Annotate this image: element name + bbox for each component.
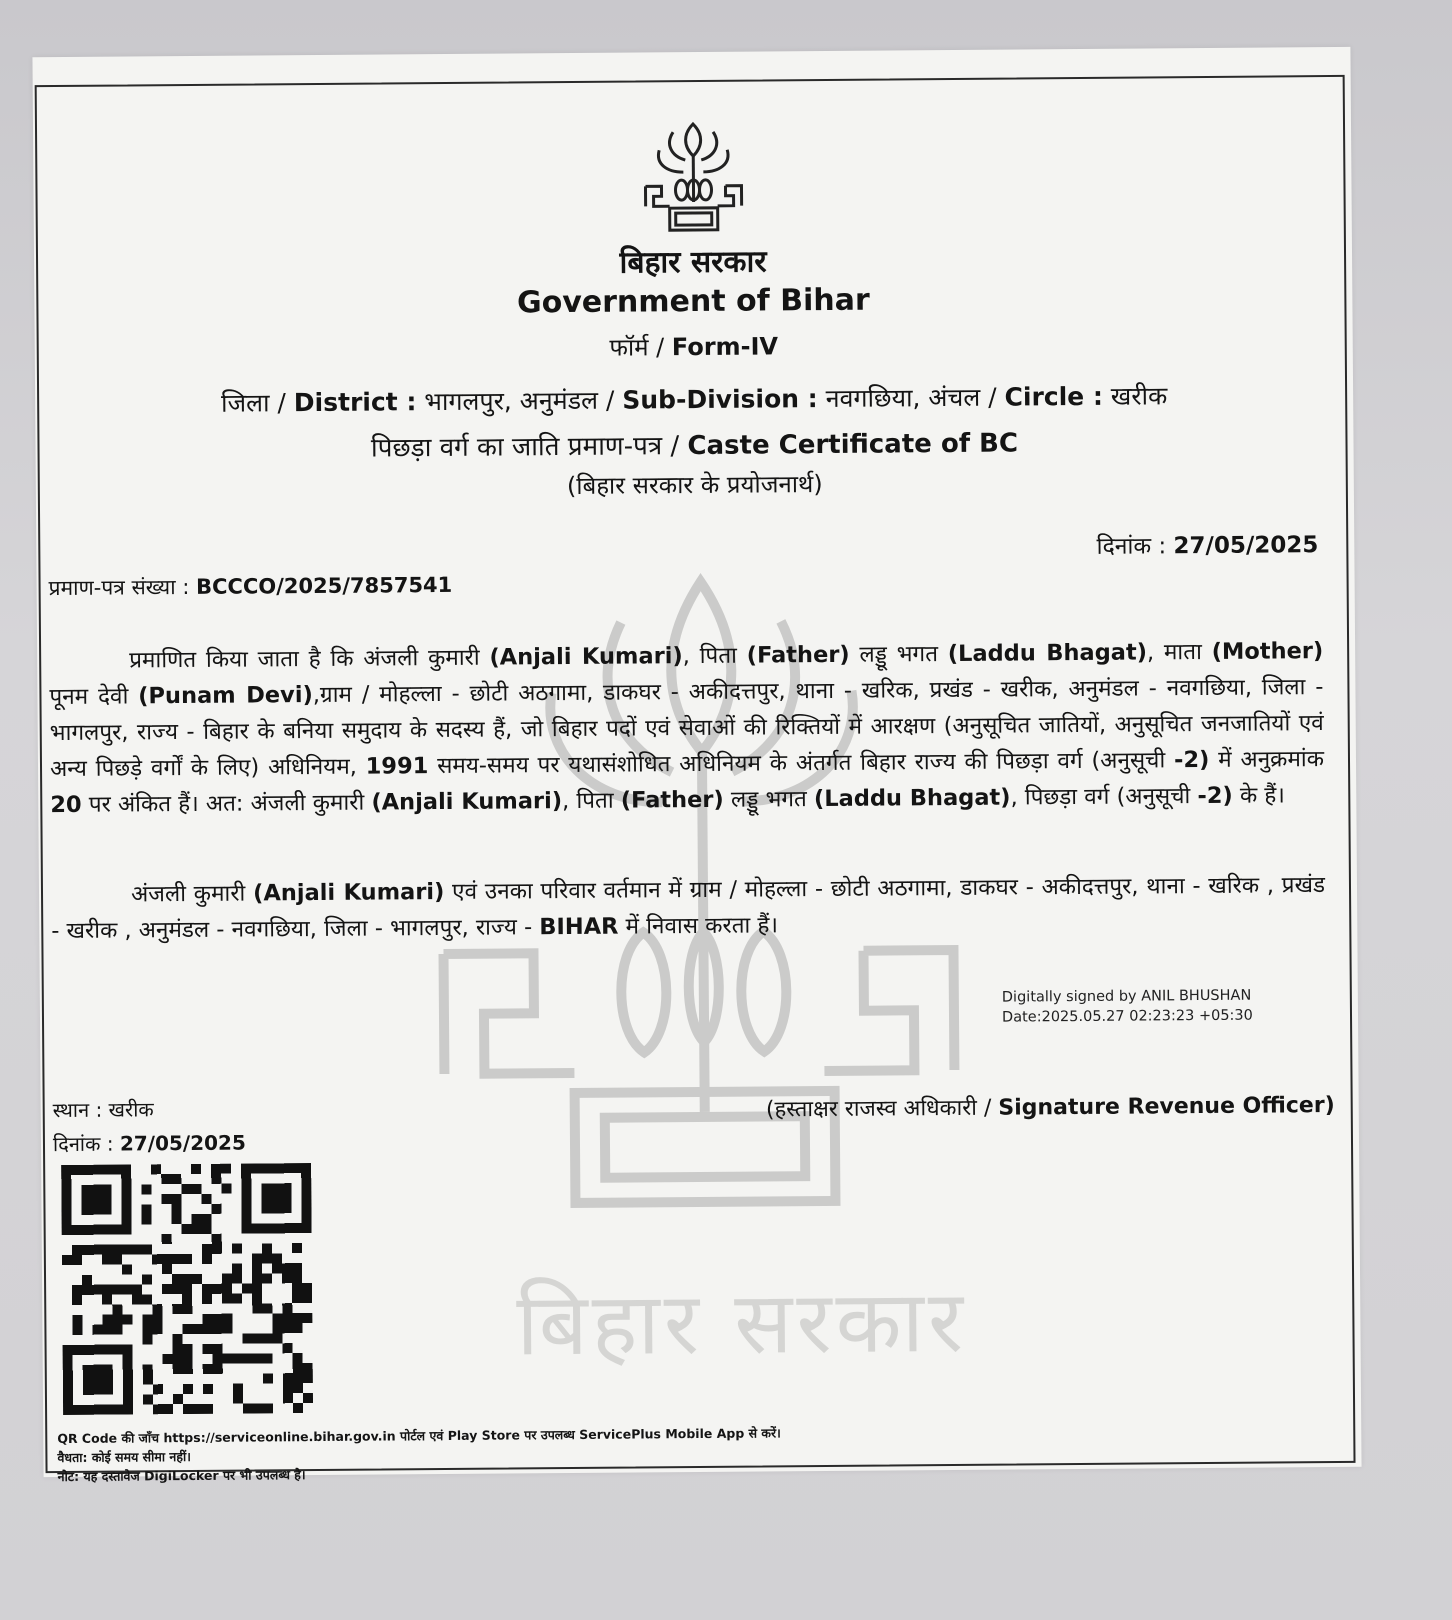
digisig-line2: Date:2025.05.27 02:23:23 +05:30 (1001, 1007, 1253, 1026)
footer-date-label: दिनांक : (52, 1131, 114, 1157)
certificate-border (35, 75, 1356, 1485)
subdivision-value: नवगछिया, अंचल / (825, 382, 997, 413)
act-year: 1991 (365, 753, 429, 780)
mother-en: (Punam Devi) (138, 682, 313, 710)
schedule-2: -2) (1197, 782, 1233, 810)
signature-en: Signature Revenue Officer) (998, 1093, 1335, 1121)
p2-a: अंजली कुमारी (130, 880, 246, 908)
district-value: भागलपुर, अनुमंडल / (424, 385, 615, 417)
govt-title-hindi: बिहार सरकार (619, 244, 767, 281)
name-en: (Anjali Kumari) (489, 643, 683, 671)
note-qr-verify: QR Code की जाँच https://serviceonline.bihar.gov.in पोर्टल एवं Play Store पर उपलब्ध ServicePlus Mobile App से करें। (57, 1425, 781, 1447)
certificate-sheet (32, 47, 1361, 1485)
p1-f: में अनुक्रमांक (1218, 746, 1325, 773)
place-label: स्थान : (52, 1097, 103, 1123)
cert-title-hi: पिछड़ा वर्ग का जाति प्रमाण-पत्र / (370, 431, 680, 464)
father-hi-2: लड्डू भगत (730, 786, 807, 813)
p2-c: में निवास करता हैं। (625, 912, 779, 940)
mother-hi: पूनम देवी (49, 683, 129, 711)
cert-title-en: Caste Certificate of BC (687, 428, 1019, 462)
signature-label (766, 1089, 1335, 1123)
serial-number: 20 (50, 791, 82, 819)
p1-g: पर अंकित हैं। अत: अंजली कुमारी (88, 789, 365, 818)
govt-title-english: Government of Bihar (516, 282, 870, 321)
digital-signature (1002, 986, 1253, 1028)
schedule: -2) (1173, 746, 1210, 774)
mother-label: (Mother) (1211, 638, 1324, 665)
district-line (39, 377, 1349, 421)
p1-h: , पिता (561, 787, 614, 815)
p1-j: के हैं। (1239, 782, 1285, 809)
form-hindi: फॉर्म / (609, 333, 665, 362)
father-en-2: (Laddu Bhagat) (813, 784, 1011, 813)
issue-date (1096, 527, 1318, 561)
district-label-en: District : (293, 387, 417, 418)
father-label: (Father) (746, 641, 850, 669)
father-hi: लड्डू भगत (859, 641, 939, 668)
circle-label: Circle : (1004, 381, 1104, 412)
certificate-body-paragraph-1 (49, 633, 1324, 823)
issue-date-value: 27/05/2025 (1173, 532, 1319, 560)
qr-code-icon (61, 1163, 313, 1415)
purpose-line: (बिहार सरकार के प्रयोजनार्थ) (566, 470, 823, 501)
name-en-3: (Anjali Kumari) (253, 878, 445, 907)
form-title (39, 325, 1349, 368)
issue-date-label: दिनांक : (1096, 533, 1167, 560)
note-digilocker: नोट: यह दस्तावेज DigiLocker पर भी उपलब्ध है। (57, 1467, 306, 1485)
certificate-number (49, 571, 453, 602)
footer-date-value: 27/05/2025 (119, 1130, 246, 1156)
place-and-date (53, 1092, 246, 1162)
digisig-line1: Digitally signed by ANIL BHUSHAN (1001, 987, 1252, 1006)
p1-d: ,ग्राम / मोहल्ला - छोटी अठगामा, डाकघर - अकीदत्तपुर, थाना - खरिक, प्रखंड - खरीक, अनुमंडल - नवगछिया, जिला - भागलपुर, राज्य - बिहार के बनिया समुदाय के सदस्य हैं, जो बिहार पदों एवं सेवाओं की रिक्तियों में आरक्षण (अनुसूचित जातियों, अनुसूचित जनजातियों एवं अन्य पिछड़े वर्गों के लिए) अधिनियम, (49, 674, 1324, 783)
father-en: (Laddu Bhagat) (947, 639, 1148, 668)
place-value: खरीक (108, 1097, 154, 1122)
state-en: BIHAR (539, 913, 619, 941)
footer-notes (57, 1423, 781, 1486)
certificate-body-paragraph-2 (51, 867, 1326, 949)
name-en-2: (Anjali Kumari) (371, 788, 563, 816)
p1-c: , माता (1146, 639, 1202, 666)
subdivision-label: Sub-Division : (622, 384, 818, 415)
signature-hi: (हस्ताक्षर राजस्व अधिकारी / (765, 1095, 992, 1123)
note-validity: वैधता: कोई समय सीमा नहीं। (57, 1448, 192, 1466)
p1-e: समय-समय पर यथासंशोधित अधिनियम के अंतर्गत बिहार राज्य की पिछड़ा वर्ग (अनुसूची (437, 747, 1166, 780)
watermark-text: बिहार सरकार (516, 1271, 968, 1376)
p2-b: एवं उनका परिवार वर्तमान में ग्राम / मोहल्ला - छोटी अठगामा, डाकघर - अकीदत्तपुर, थाना - खरिक , प्रखंड - खरीक , अनुमंडल - नवगछिया, जिला - भागलपुर, राज्य - (51, 872, 1326, 945)
cert-no-value: BCCCO/2025/7857541 (195, 572, 453, 599)
cert-no-label: प्रमाण-पत्र संख्या : (48, 574, 190, 601)
p1-a: प्रमाणित किया जाता है कि अंजली कुमारी (129, 644, 480, 674)
certificate-title (39, 421, 1349, 467)
bihar-emblem-icon (637, 116, 750, 237)
circle-value: खरीक (1110, 381, 1168, 411)
form-english: Form-IV (671, 332, 779, 362)
p1-b: , पिता (682, 642, 738, 670)
p1-i: , पिछड़ा वर्ग (अनुसूची (1010, 783, 1191, 811)
district-label-hi: जिला / (220, 388, 287, 418)
father-label-2: (Father) (620, 786, 724, 814)
